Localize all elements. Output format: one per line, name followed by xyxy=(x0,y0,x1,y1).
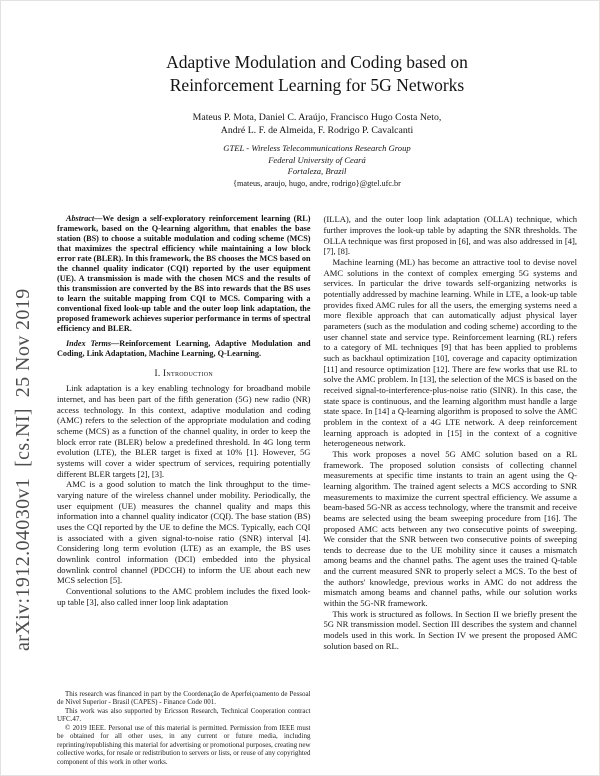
intro-paragraph-6: This work proposes a novel 5G AMC solution based on a RL framework. The proposed solution consists of collecting channel measurements at specific time instants to train an agent using the Q-learning algorithm. The trained agent selects a MCS according to SNR measurements to maximize the current spectral efficiency. We assume a beam-based 5G-NR as access technology, where the transmit and receive beams are selected using the beam sweeping procedure from [16]. The proposed AMC acts between any two consecutive points of sweeping. We consider that the SNR between two consecutive points of sweeping tends to decrease due to the UE mobility since it causes a mismatch among beams and the channel paths. The agent uses the trained Q-table and the current measured SNR to properly select a MCS. To the best of the authors' knowledge, previous works in AMC do not address the mismatch among beams and channel paths, while our solution works within the 5G-NR framework. xyxy=(323,448,577,609)
paper-content xyxy=(57,51,577,766)
affiliation-group: GTEL - Wireless Telecommunications Research Group xyxy=(223,143,411,154)
section-1-heading: I. Introduction xyxy=(154,368,214,379)
intro-paragraph-5: Machine learning (ML) has become an attractive tool to devise novel AMC solutions in the context of complex emerging 5G systems and services. In particular the drive towards self-organizing networks is potentially addressed by machine learning. While in LTE, a look-up table provides fixed AMC rules for all the users, the emerging systems need a more flexible approach that can automatically adjust physical layer parameters (such as the modulation and coding scheme) according to the user channel state and service type. Reinforcement learning (RL) refers to a category of ML techniques [9] that has been applied to problems such as backhaul optimization [10], coverage and capacity optimization [11] and resource optimization [12]. There are few works that use RL to solve the AMC problem. In [13], the selection of the MCS is based on the received signal-to-interference-plus-noise ratio (SINR). In this case, the state space is continuous, and the learning algorithm must handle a large state space. In [14] a Q-learning algorithm is proposed to solve the AMC problem in the context of a 4G LTE network. A deep reinforcement learning approach is adopted in [15] in the context of a cognitive heterogeneous network. xyxy=(323,257,577,449)
affiliation-city: Fortaleza, Brazil xyxy=(287,166,347,177)
index-terms-text: Reinforcement Learning, Adaptive Modulation and Coding, Link Adaptation, Machine Learning, Q-Learning. xyxy=(57,339,311,359)
author-emails: {mateus, araujo, hugo, andre, rodrigo}@gtel.ufc.br xyxy=(233,179,401,189)
author-line-1: Mateus P. Mota, Daniel C. Araújo, Francisco Hugo Costa Neto, xyxy=(192,112,442,124)
paper-title xyxy=(57,51,577,97)
index-terms-paragraph xyxy=(57,339,311,359)
affiliation-block xyxy=(57,143,577,177)
intro-paragraph-3: Conventional solutions to the AMC problem includes the fixed look-up table [3], also called inner loop link adaptation xyxy=(57,585,311,607)
intro-paragraph-4: (ILLA), and the outer loop link adaptation (OLLA) technique, which further improves the look-up table by adapting the SNR thresholds. The OLLA technique was first proposed in [6], and was also addressed in [4], [7], [8]. xyxy=(323,214,577,257)
intro-paragraph-2: AMC is a good solution to match the link throughput to the time-varying nature of the wireless channel under mobility. Periodically, the user equipment (UE) measures the channel quality and maps this information into a channel quality indicator (CQI). The base station (BS) uses the CQI reported by the UE to define the MCS. Typically, each CQI is associated with a given signal-to-noise ratio (SNR) interval [4]. Considering long term evolution (LTE) as an example, the BS uses downlink control information (DCI) embedded into the physical downlink control channel (PDCCH) to inform the UE about each new MCS selection [5]. xyxy=(57,479,311,586)
right-column xyxy=(324,214,578,766)
abstract-paragraph xyxy=(57,214,311,334)
copyright-notice: © 2019 IEEE. Personal use of this material is permitted. Permission from IEEE must be obtained for all other uses, in any current or future media, including reprinting/republishing this material for advertising or promotional purposes, creating new collective works, for resale or redistribution to servers or lists, or reuse of any copyrighted component of this work in other works. xyxy=(57,723,311,766)
author-line-2: André L. F. de Almeida, F. Rodrigo P. Cavalcanti xyxy=(220,125,414,137)
author-list xyxy=(57,111,577,137)
funding-footnote: This research was financed in part by the Coordenação de Aperfeiçoamento de Pessoal de Nível Superior - Brasil (CAPES) - Finance Code 001. xyxy=(57,689,311,707)
affiliation-university: Federal University of Ceará xyxy=(268,154,366,165)
arxiv-watermark: arXiv:1912.04030v1 [cs.NI] 25 Nov 2019 xyxy=(12,288,34,651)
intro-paragraph-7: This work is structured as follows. In Section II we briefly present the 5G NR transmission model. Section III describes the system and channel models used in this work. In Section IV we present the proposed AMC solution based on RL. xyxy=(323,608,577,651)
paper-title-line-1: Adaptive Modulation and Coding based on xyxy=(166,52,468,72)
abstract-label: Abstract— xyxy=(66,214,103,224)
paper-title-line-2: Reinforcement Learning for 5G Networks xyxy=(169,75,465,96)
support-footnote: This work was also supported by Ericsson Research, Technical Cooperation contract UFC.47. xyxy=(57,706,311,724)
index-terms-label: Index Terms— xyxy=(66,339,120,349)
left-column xyxy=(57,214,311,766)
two-column-body xyxy=(57,214,577,766)
abstract-text: We design a self-exploratory reinforcement learning (RL) framework, based on the Q-learning algorithm, that enables the base station (BS) to choose a suitable modulation and coding scheme (MCS) that maximizes the spectral efficiency while maintaining a low block error rate (BLER). In this framework, the BS chooses the MCS based on the channel quality indicator (CQI) reported by the user equipment (UE). A transmission is made with the chosen MCS and the results of this transmission are converted by the BS into rewards that the BS uses to learn the suitable mapping from CQI to MCS. Comparing with a conventional fixed look-up table and the outer loop link adaptation, the proposed framework achieves superior performance in terms of spectral efficiency and BLER. xyxy=(57,214,311,334)
footnote-block xyxy=(57,690,311,767)
intro-paragraph-1: Link adaptation is a key enabling technology for broadband mobile internet, and has been part of the fifth generation (5G) new radio (NR) access technology. In this context, adaptive modulation and coding (AMC) refers to the selection of the appropriate modulation and coding scheme (MCS) as a function of the channel quality, in order to keep the block error rate (BLER) below a predefined threshold. In 4G long term evolution (LTE), the BLER target is fixed at 10% [1]. However, 5G systems will cover a wider spectrum of services, requiring potentially different BLER targets [2], [3]. xyxy=(57,383,311,479)
